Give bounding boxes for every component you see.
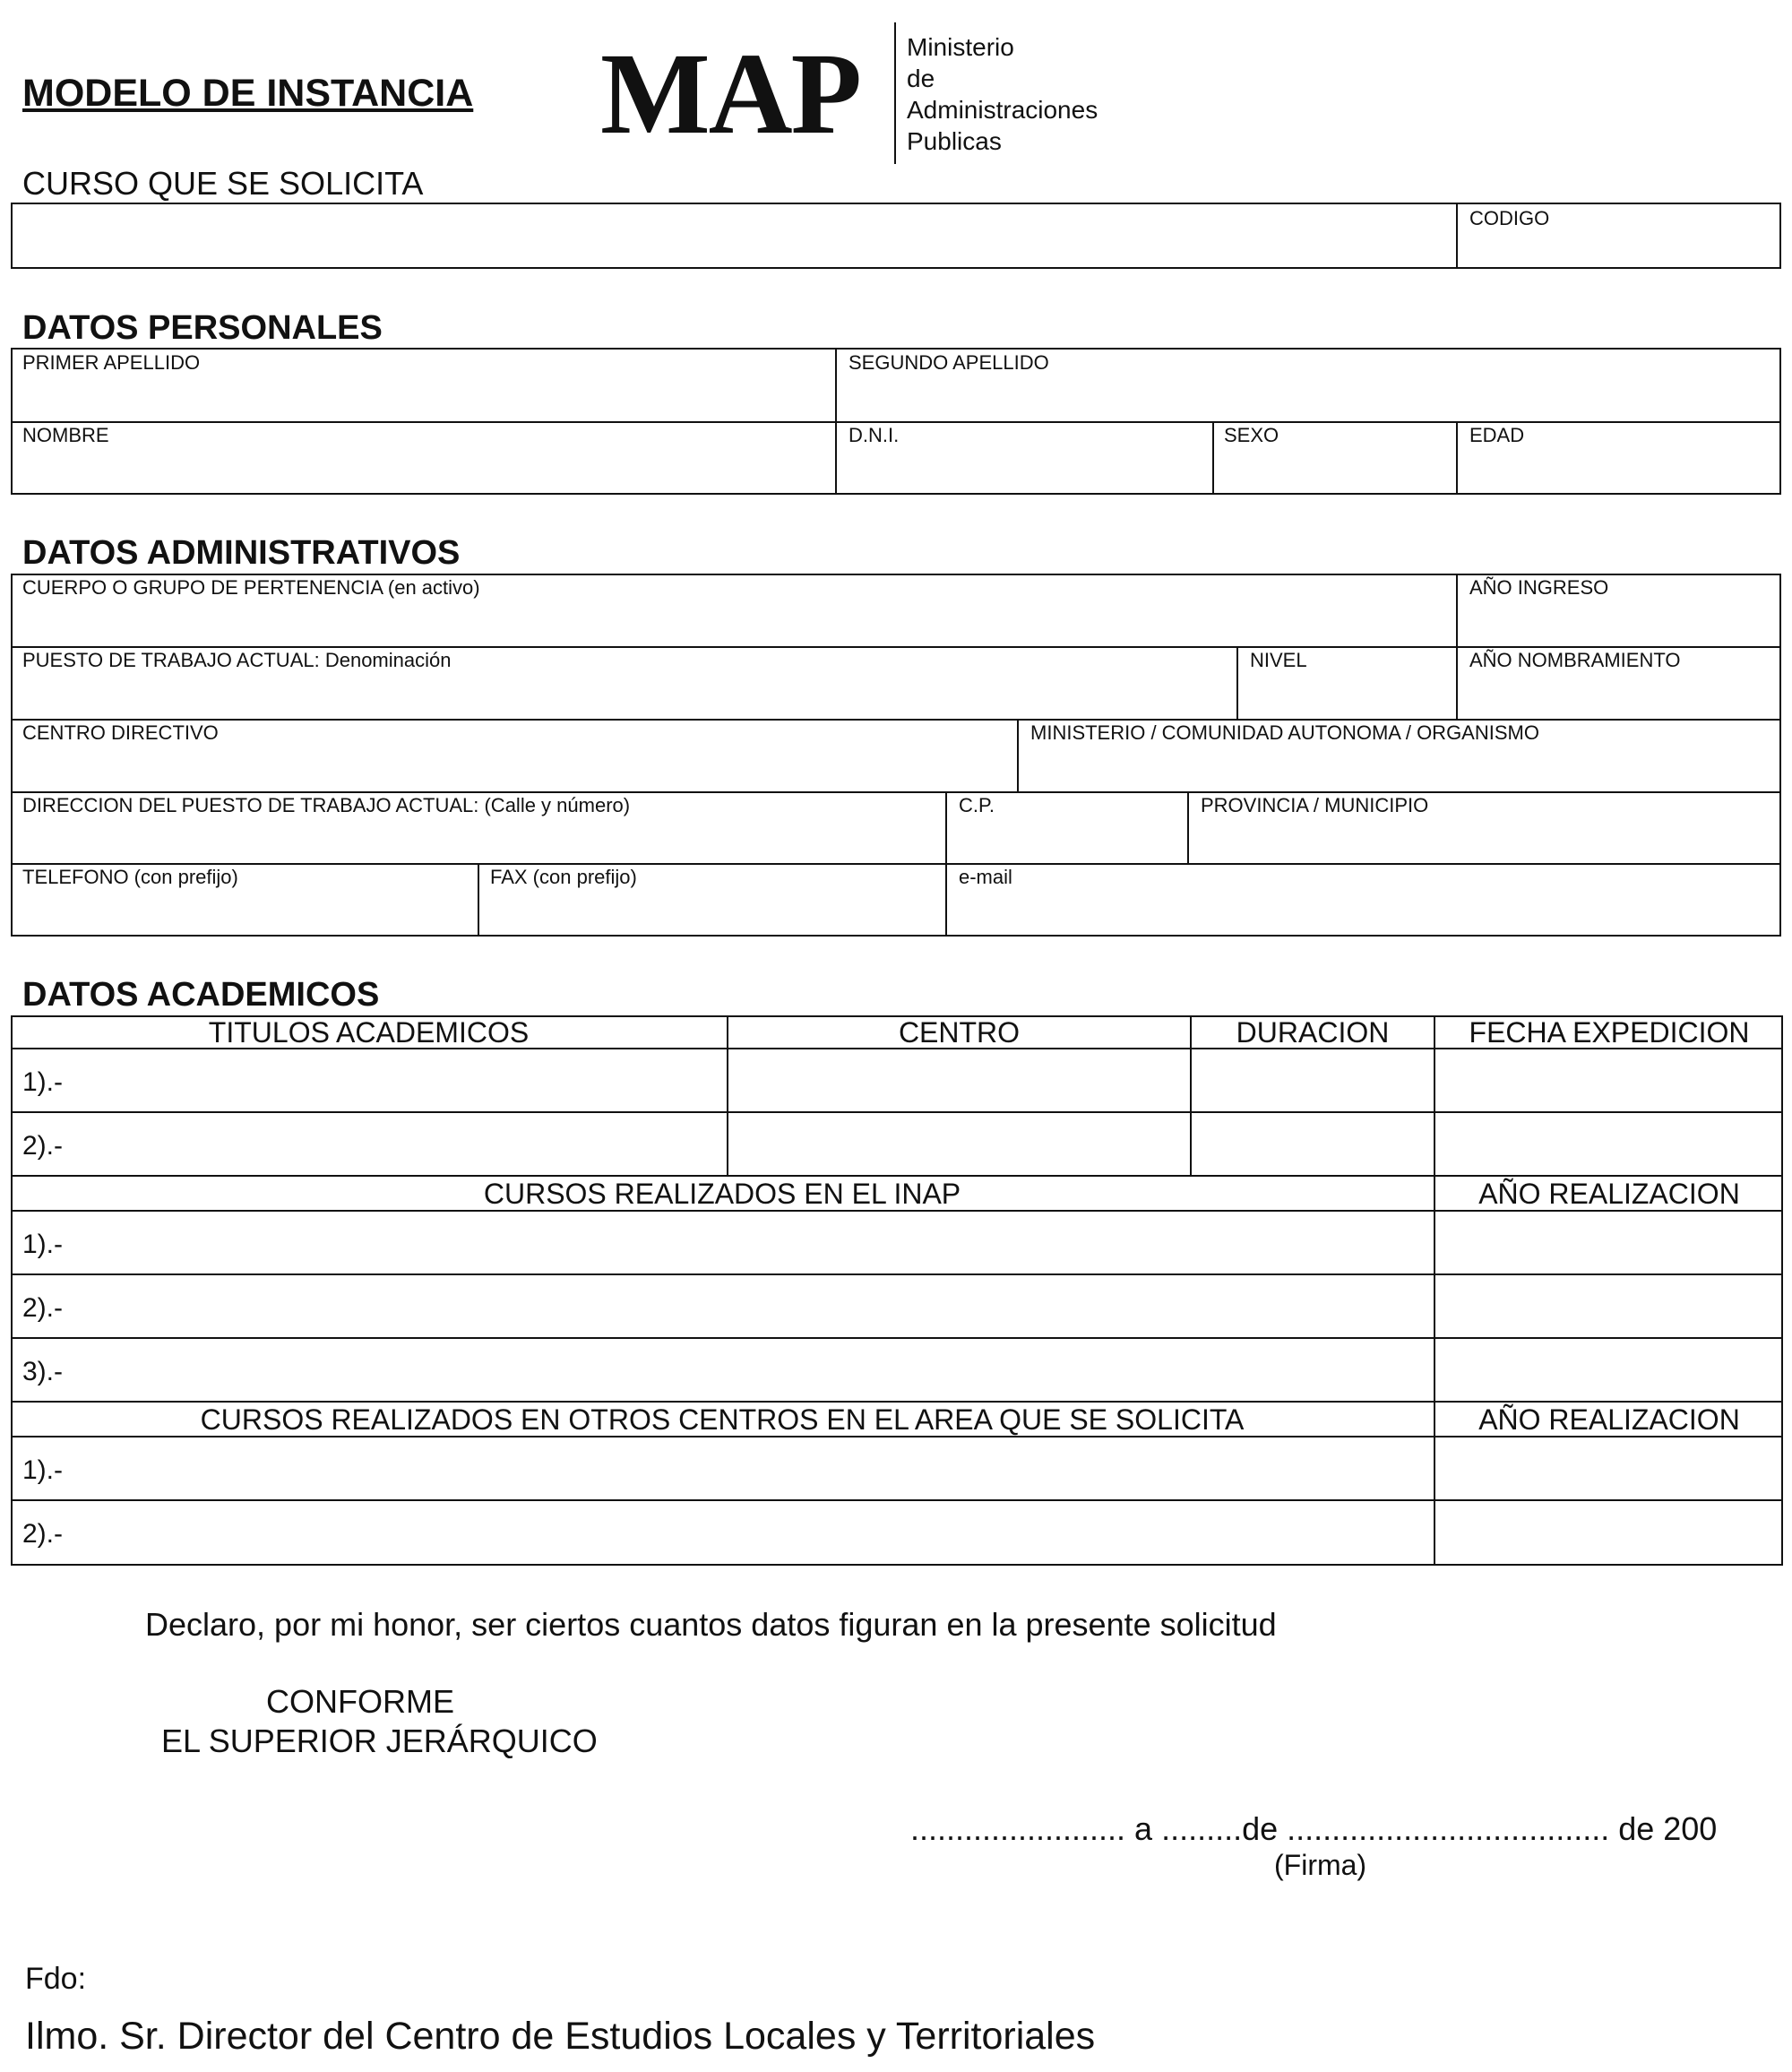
inap-courses-header: CURSOS REALIZADOS EN EL INAP	[483, 1178, 961, 1210]
ministry-line-1: Ministerio	[907, 33, 1014, 61]
centro-directivo-label: CENTRO DIRECTIVO	[22, 721, 219, 744]
email-field[interactable]	[947, 865, 1779, 935]
cuerpo-label: CUERPO O GRUPO DE PERTENENCIA (en activo)	[22, 576, 480, 599]
course-heading: CURSO QUE SE SOLICITA	[22, 165, 424, 202]
inap-row-1[interactable]	[13, 1212, 1433, 1273]
divider	[11, 1175, 1783, 1177]
dni-label: D.N.I.	[849, 424, 900, 446]
code-label: CODIGO	[1469, 207, 1550, 229]
personal-heading: DATOS PERSONALES	[22, 309, 383, 347]
ministry-line-4: Publicas	[907, 127, 1002, 155]
ministry-line-2: de	[907, 65, 935, 92]
superior-jerarquico: EL SUPERIOR JERÁRQUICO	[161, 1722, 598, 1759]
cp-label: C.P.	[959, 794, 995, 816]
sexo-label: SEXO	[1224, 424, 1279, 446]
duracion-header: DURACION	[1236, 1016, 1390, 1049]
addressee: Ilmo. Sr. Director del Centro de Estudios Locales y Territoriales	[25, 2015, 1096, 2058]
logo-divider	[894, 22, 896, 164]
fecha-expedicion-header: FECHA EXPEDICION	[1469, 1016, 1750, 1049]
ministerio-label: MINISTERIO / COMUNIDAD AUTONOMA / ORGANISMO	[1030, 721, 1539, 744]
other-row-2-label: 2).-	[22, 1519, 63, 1549]
primer-apellido-label: PRIMER APELLIDO	[22, 351, 201, 374]
fax-label: FAX (con prefijo)	[490, 866, 637, 888]
titulos-header: TITULOS ACADEMICOS	[208, 1016, 530, 1049]
edad-label: EDAD	[1469, 424, 1525, 446]
titulo-row-1[interactable]	[13, 1049, 727, 1111]
other-row-1[interactable]	[13, 1437, 1433, 1499]
titulo-row-1-label: 1).-	[22, 1067, 63, 1097]
map-logo: MAP	[600, 30, 860, 159]
form-title: MODELO DE INSTANCIA	[22, 72, 474, 115]
telefono-label: TELEFONO (con prefijo)	[22, 866, 238, 888]
nombre-label: NOMBRE	[22, 424, 109, 446]
ano-realizacion-header-2: AÑO REALIZACION	[1478, 1403, 1740, 1436]
direccion-label: DIRECCION DEL PUESTO DE TRABAJO ACTUAL: (Calle y número)	[22, 794, 631, 816]
provincia-label: PROVINCIA / MUNICIPIO	[1201, 794, 1429, 816]
academic-heading: DATOS ACADEMICOS	[22, 976, 380, 1014]
ano-ingreso-label: AÑO INGRESO	[1469, 576, 1609, 599]
nivel-label: NIVEL	[1250, 649, 1307, 671]
email-label: e-mail	[959, 866, 1012, 888]
segundo-apellido-label: SEGUNDO APELLIDO	[849, 351, 1049, 374]
ministry-line-3: Administraciones	[907, 96, 1098, 124]
inap-row-2-label: 2).-	[22, 1293, 63, 1323]
firma-label: (Firma)	[1274, 1849, 1367, 1881]
ano-nombramiento-label: AÑO NOMBRAMIENTO	[1469, 649, 1681, 671]
ano-realizacion-header-1: AÑO REALIZACION	[1478, 1178, 1740, 1210]
fdo-label: Fdo:	[25, 1962, 87, 1996]
inap-row-3[interactable]	[13, 1339, 1433, 1401]
declaration: Declaro, por mi honor, ser ciertos cuantos datos figuran en la presente solicitud	[145, 1606, 1277, 1643]
other-row-1-label: 1).-	[22, 1455, 63, 1485]
divider	[11, 1401, 1783, 1403]
inap-row-1-label: 1).-	[22, 1230, 63, 1259]
other-courses-header: CURSOS REALIZADOS EN OTROS CENTROS EN EL AREA QUE SE SOLICITA	[200, 1403, 1245, 1436]
inap-row-2[interactable]	[13, 1275, 1433, 1337]
divider	[1434, 1015, 1435, 1566]
course-field[interactable]	[13, 204, 1455, 267]
other-row-2[interactable]	[13, 1501, 1433, 1564]
conforme: CONFORME	[266, 1683, 454, 1720]
inap-row-3-label: 3).-	[22, 1357, 63, 1386]
date-line: ........................ a .........de .................................... de 200	[910, 1810, 1718, 1847]
centro-header: CENTRO	[898, 1016, 1021, 1049]
titulo-row-2[interactable]	[13, 1113, 727, 1175]
titulo-row-2-label: 2).-	[22, 1131, 63, 1161]
puesto-label: PUESTO DE TRABAJO ACTUAL: Denominación	[22, 649, 452, 671]
admin-heading: DATOS ADMINISTRATIVOS	[22, 534, 461, 572]
nombre-field[interactable]	[13, 423, 833, 493]
